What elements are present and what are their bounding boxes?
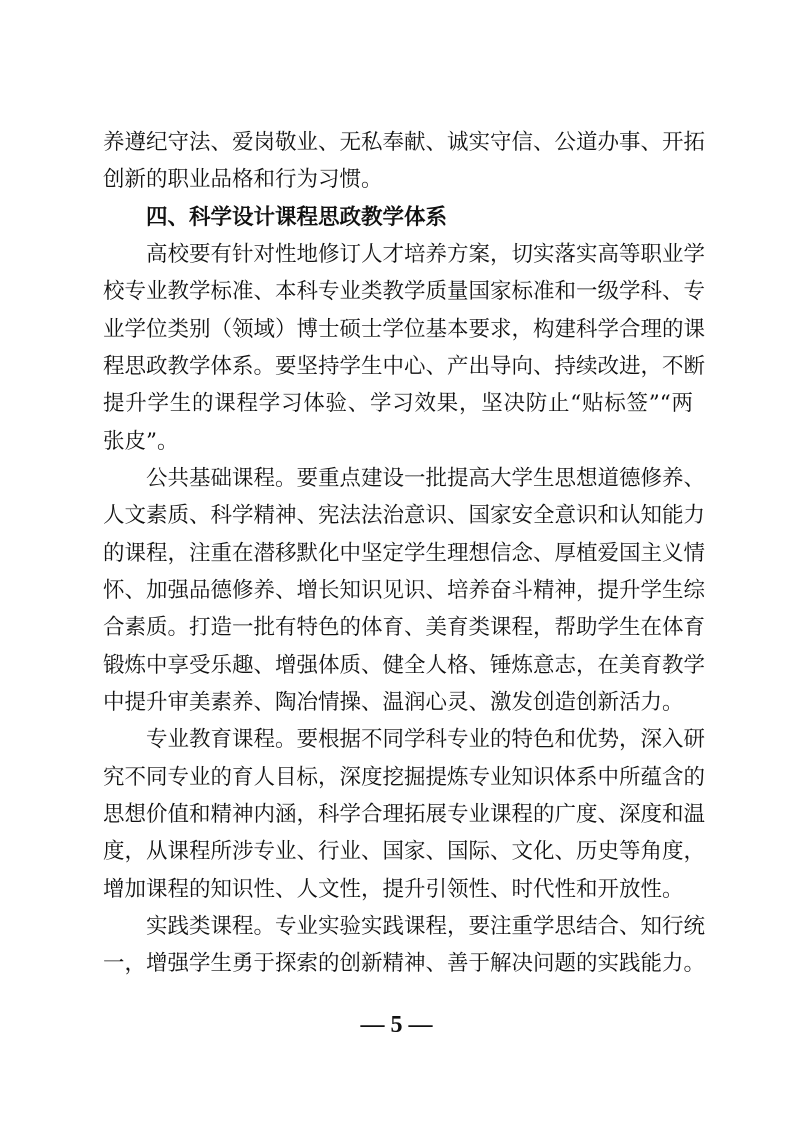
paragraph-line: 业学位类别（领域）博士硕士学位基本要求，构建科学合理的课 — [103, 317, 706, 342]
paragraph-line: 思想价值和精神内涵，科学合理拓展专业课程的广度、深度和温 — [103, 802, 706, 827]
paragraph-line: 锻炼中享受乐趣、增强体质、健全人格、锤炼意志，在美育教学 — [103, 653, 706, 678]
paragraph-line: 合素质。打造一批有特色的体育、美育类课程，帮助学生在体育 — [103, 615, 706, 640]
paragraph-line: 程思政教学体系。要坚持学生中心、产出导向、持续改进，不断 — [103, 354, 706, 379]
paragraph-line: 实践类课程。专业实验实践课程，要注重学思结合、知行统 — [146, 914, 706, 939]
paragraph-line: 怀、加强品德修养、增长知识见识、培养奋斗精神，提升学生综 — [103, 578, 706, 603]
section-heading: 四、科学设计课程思政教学体系 — [146, 205, 448, 230]
paragraph-line: 度，从课程所涉专业、行业、国家、国际、文化、历史等角度， — [103, 839, 706, 864]
paragraph-line: 张皮”。 — [103, 429, 179, 454]
paragraph-line: 公共基础课程。要重点建设一批提高大学生思想道德修养、 — [146, 466, 706, 491]
paragraph-line: 校专业教学标准、本科专业类教学质量国家标准和一级学科、专 — [103, 279, 706, 304]
paragraph-line: 中提升审美素养、陶冶情操、温润心灵、激发创造创新活力。 — [103, 690, 684, 715]
page-number: — 5 — — [360, 1012, 433, 1038]
paragraph-line: 高校要有针对性地修订人才培养方案，切实落实高等职业学 — [146, 242, 706, 267]
paragraph-line: 提升学生的课程学习体验、学习效果，坚决防止“贴标签”“两 — [103, 391, 693, 416]
paragraph-line: 增加课程的知识性、人文性，提升引领性、时代性和开放性。 — [103, 877, 684, 902]
paragraph-line: 专业教育课程。要根据不同学科专业的特色和优势，深入研 — [146, 727, 706, 752]
paragraph-line: 人文素质、科学精神、宪法法治意识、国家安全意识和认知能力 — [103, 503, 706, 528]
paragraph-line: 养遵纪守法、爱岗敬业、无私奉献、诚实守信、公道办事、开拓 — [103, 130, 706, 155]
paragraph-line: 究不同专业的育人目标，深度挖掘提炼专业知识体系中所蕴含的 — [103, 765, 706, 790]
paragraph-line: 的课程，注重在潜移默化中坚定学生理想信念、厚植爱国主义情 — [103, 541, 706, 566]
paragraph-line: 创新的职业品格和行为习惯。 — [103, 167, 383, 192]
paragraph-line: 一，增强学生勇于探索的创新精神、善于解决问题的实践能力。 — [103, 951, 706, 976]
